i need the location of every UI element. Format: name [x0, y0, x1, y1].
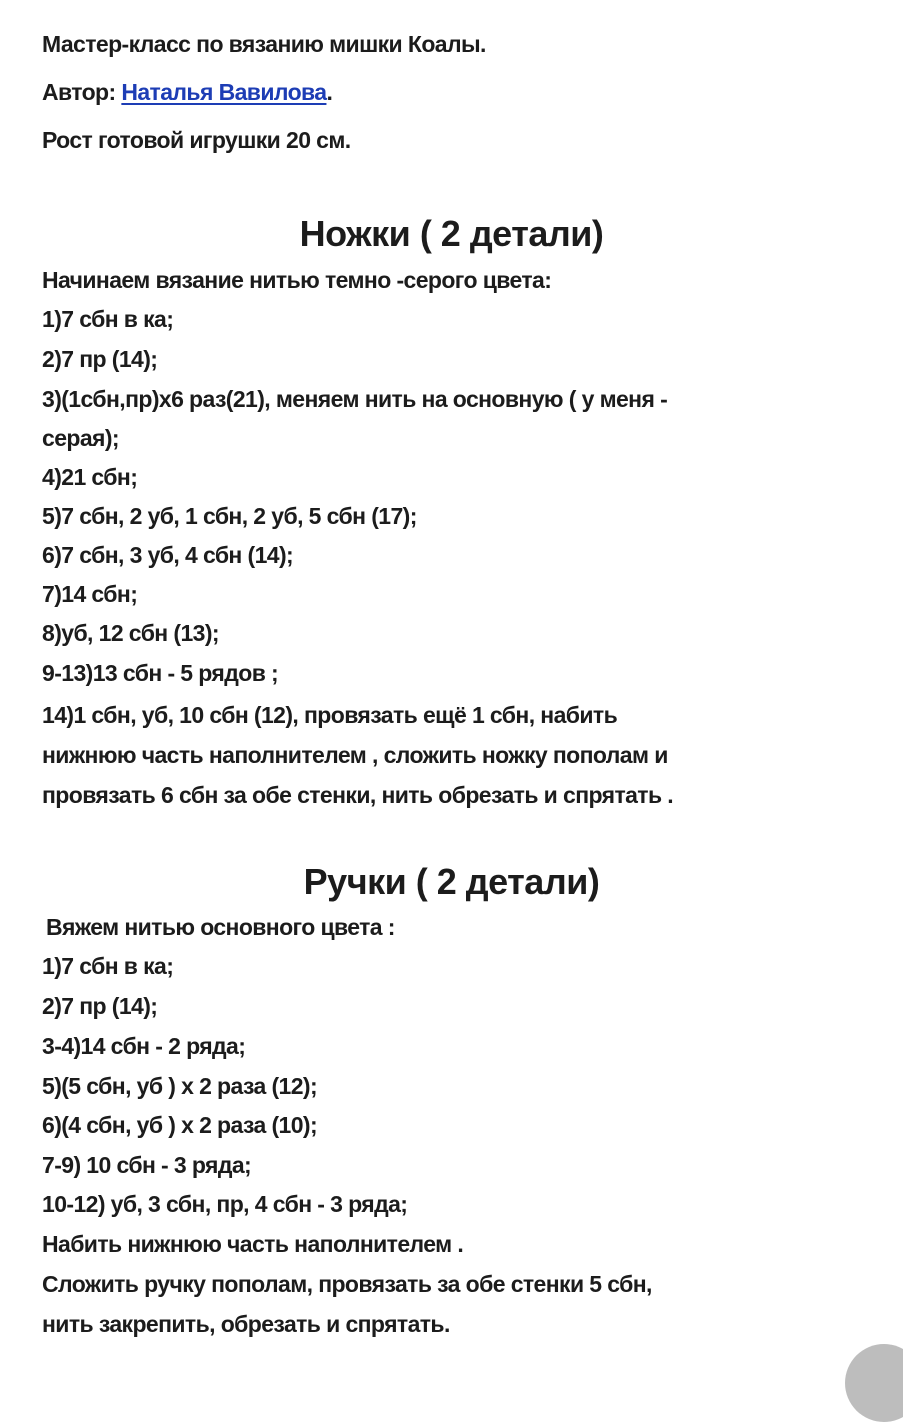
legs-line: 4)21 сбн;	[42, 464, 138, 490]
author-suffix: .	[326, 79, 333, 105]
author-link[interactable]: Наталья Вавилова	[121, 79, 327, 105]
arms-line: 5)(5 сбн, уб ) х 2 раза (12);	[42, 1073, 318, 1099]
arms-heading: Ручки ( 2 детали)	[303, 861, 600, 902]
author-line	[42, 78, 332, 106]
arms-line: нить закрепить, обрезать и спрятать.	[42, 1311, 450, 1337]
legs-line: 3)(1сбн,пр)х6 раз(21), меняем нить на основную ( у меня -	[42, 386, 668, 412]
legs-line: 5)7 сбн, 2 уб, 1 сбн, 2 уб, 5 сбн (17);	[42, 503, 417, 529]
arms-line: 7-9) 10 сбн - 3 ряда;	[42, 1152, 252, 1178]
legs-line: серая);	[42, 425, 119, 451]
legs-line: 7)14 сбн;	[42, 581, 138, 607]
document-title: Мастер-класс по вязанию мишки Коалы.	[42, 31, 486, 57]
toy-height: Рост готовой игрушки 20 см.	[42, 127, 351, 153]
legs-line: провязать 6 сбн за обе стенки, нить обрезать и спрятать .	[42, 782, 674, 808]
arms-line: 10-12) уб, 3 сбн, пр, 4 сбн - 3 ряда;	[42, 1191, 408, 1217]
legs-line: 2)7 пр (14);	[42, 346, 158, 372]
legs-line: 14)1 сбн, уб, 10 сбн (12), провязать ещё 1 сбн, набить	[42, 702, 618, 728]
arms-intro: Вяжем нитью основного цвета :	[46, 914, 395, 940]
arms-line: 3-4)14 сбн - 2 ряда;	[42, 1033, 246, 1059]
legs-line: 1)7 сбн в ка;	[42, 306, 174, 332]
arms-line: 6)(4 сбн, уб ) х 2 раза (10);	[42, 1112, 318, 1138]
legs-heading: Ножки ( 2 детали)	[299, 213, 604, 254]
author-label: Автор:	[42, 79, 122, 105]
legs-line: 6)7 сбн, 3 уб, 4 сбн (14);	[42, 542, 294, 568]
arms-line: 1)7 сбн в ка;	[42, 953, 174, 979]
legs-line: 9-13)13 сбн - 5 рядов ;	[42, 660, 279, 686]
corner-overlay-button[interactable]	[845, 1344, 903, 1422]
legs-intro: Начинаем вязание нитью темно -серого цвета:	[42, 267, 552, 293]
arms-line: Набить нижнюю часть наполнителем .	[42, 1231, 464, 1257]
legs-line: 8)уб, 12 сбн (13);	[42, 620, 219, 646]
arms-line: 2)7 пр (14);	[42, 993, 158, 1019]
arms-line: Сложить ручку пополам, провязать за обе стенки 5 сбн,	[42, 1271, 652, 1297]
legs-line: нижнюю часть наполнителем , сложить ножку пополам и	[42, 742, 668, 768]
